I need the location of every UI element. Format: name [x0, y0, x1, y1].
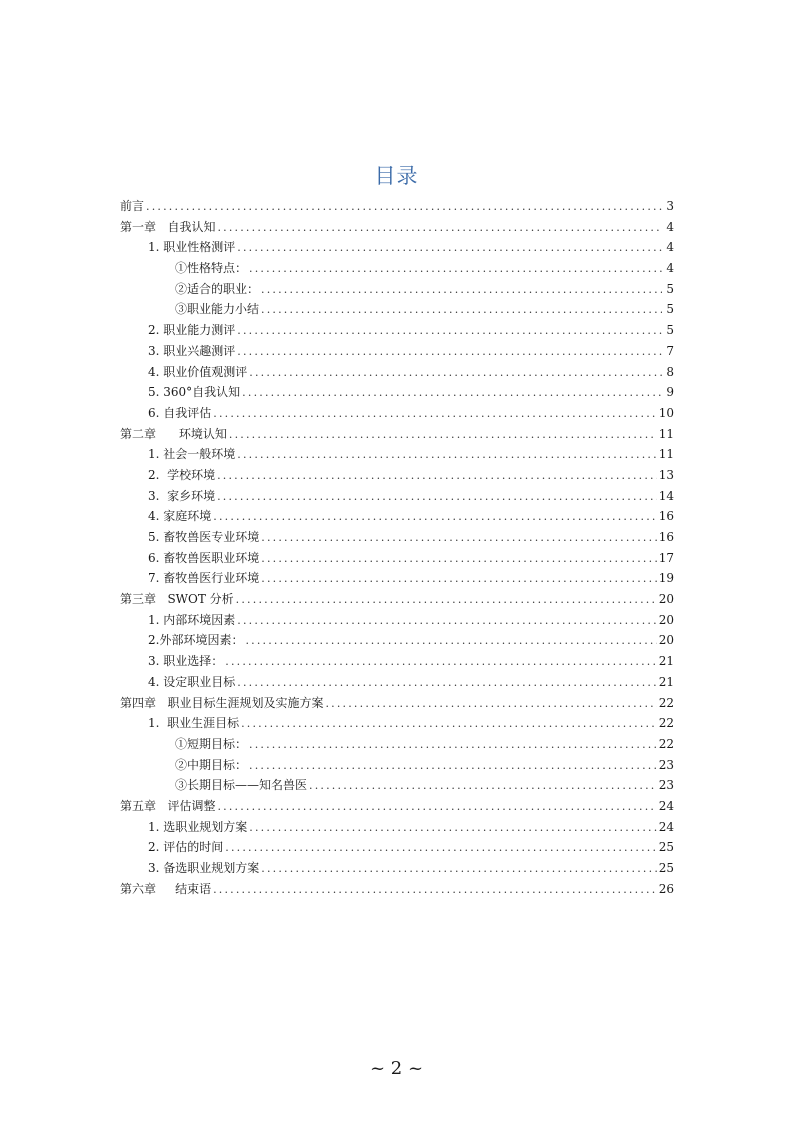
toc-entry[interactable] [120, 548, 674, 569]
toc-entry-label: 5. 畜牧兽医专业环境 [148, 530, 260, 544]
toc-entry-page-number: 24 [658, 819, 674, 834]
toc-entry-label: 第五章 评估调整 [120, 798, 216, 813]
dot-leader [213, 880, 657, 901]
toc-entry-label: 1. 职业生涯目标 [148, 716, 240, 731]
toc-entry-label: 3. 职业兴趣测评 [148, 343, 236, 358]
dot-leader [261, 280, 662, 301]
toc-entry[interactable] [120, 568, 674, 589]
dot-leader [249, 756, 657, 777]
toc-entry-page-number: 20 [658, 592, 674, 607]
dot-leader [249, 735, 657, 756]
toc-entry-page-number: 25 [658, 861, 674, 875]
dot-leader [242, 383, 662, 404]
toc-entry[interactable] [120, 693, 674, 714]
dot-leader [261, 549, 656, 570]
toc-entry-page-number: 17 [658, 550, 674, 565]
toc-entry[interactable] [120, 382, 674, 403]
toc-entry-label: 第四章 职业目标生涯规划及实施方案 [120, 695, 324, 710]
toc-entry[interactable] [120, 237, 674, 258]
toc-entry[interactable] [120, 610, 674, 631]
toc-entry-page-number: 20 [658, 612, 674, 627]
toc-entry[interactable] [120, 258, 674, 279]
toc-entry-label: ②中期目标： [175, 757, 248, 772]
dot-leader [229, 425, 657, 446]
toc-entry[interactable] [120, 403, 674, 424]
toc-entry-label: 7. 畜牧兽医行业环境 [148, 571, 260, 586]
dot-leader [241, 714, 657, 735]
toc-entry[interactable] [120, 320, 674, 341]
toc-entry-page-number: 24 [658, 798, 674, 813]
toc-entry[interactable] [120, 486, 674, 507]
toc-entry-page-number: 11 [658, 447, 674, 462]
toc-entry-label: 前言 [120, 199, 145, 213]
toc-entry-label: 第三章 SWOT 分析 [120, 592, 234, 607]
toc-entry[interactable] [120, 796, 674, 817]
toc-entry-label: 1. 职业性格测评 [148, 240, 236, 255]
toc-entry-label: 第一章 自我认知 [120, 219, 216, 234]
toc-entry-label: 1. 内部环境因素 [148, 612, 236, 627]
toc-entry-label: 3. 备选职业规划方案 [148, 861, 260, 875]
toc-entry-label: 3. 家乡环境 [148, 488, 216, 503]
toc-entry-label: 1. 选职业规划方案 [148, 819, 248, 834]
toc-entry[interactable] [120, 713, 674, 734]
toc-entry-label: 3. 职业选择： [148, 654, 224, 669]
toc-entry[interactable] [120, 589, 674, 610]
toc-entry[interactable] [120, 630, 674, 651]
toc-entry[interactable] [120, 217, 674, 238]
toc-entry-page-number: 25 [658, 840, 674, 855]
toc-entry[interactable] [120, 858, 674, 879]
toc-entry-page-number: 4 [666, 261, 674, 276]
toc-entry-label: ①性格特点： [175, 261, 248, 276]
toc-entry-page-number: 4 [666, 240, 674, 255]
toc-entry-page-number: 22 [658, 736, 674, 751]
toc-entry-label: 2.外部环境因素： [148, 633, 244, 648]
dot-leader [309, 776, 657, 797]
dot-leader [217, 797, 656, 818]
toc-entry-page-number: 22 [658, 716, 674, 731]
toc-entry-page-number: 21 [658, 674, 674, 689]
toc-entry[interactable] [120, 424, 674, 445]
toc-entry-label: 第六章 结束语 [120, 881, 212, 896]
dot-leader [213, 507, 656, 528]
toc-entry-page-number: 7 [666, 343, 674, 358]
toc-entry-page-number: 19 [658, 571, 674, 586]
toc-entry-page-number: 23 [658, 757, 674, 772]
toc-entry-page-number: 21 [658, 654, 674, 669]
toc-entry[interactable] [120, 362, 674, 383]
dot-leader [237, 321, 662, 342]
toc-entry-label: ①短期目标： [175, 736, 248, 751]
toc-entry-label: 2. 职业能力测评 [148, 323, 236, 338]
toc-title: 目录 [374, 164, 419, 188]
toc-entry-page-number: 5 [666, 281, 674, 296]
toc-entry-page-number: 20 [658, 633, 674, 648]
toc-entry-page-number: 22 [658, 695, 674, 710]
toc-entry-label: 第二章 环境认知 [120, 426, 227, 441]
dot-leader [261, 528, 656, 549]
dot-leader [217, 466, 657, 487]
toc-list [120, 196, 674, 899]
dot-leader [261, 300, 662, 321]
toc-entry[interactable] [120, 755, 674, 776]
toc-entry-page-number: 11 [658, 426, 674, 441]
toc-entry-label: 4. 设定职业目标 [148, 674, 236, 689]
dot-leader [249, 363, 662, 384]
toc-entry-page-number: 10 [658, 405, 674, 420]
toc-entry-page-number: 4 [666, 219, 674, 234]
dot-leader [146, 197, 662, 218]
toc-entry-label: 4. 职业价值观测评 [148, 364, 248, 379]
toc-entry[interactable] [120, 444, 674, 465]
toc-entry-page-number: 5 [666, 323, 674, 338]
page-number: ~ 2 ~ [369, 1058, 424, 1079]
toc-entry[interactable] [120, 775, 674, 796]
toc-entry-page-number: 8 [666, 364, 674, 379]
toc-entry[interactable] [120, 279, 674, 300]
dot-leader [217, 218, 662, 239]
toc-entry[interactable] [120, 651, 674, 672]
dot-leader [325, 694, 656, 715]
toc-entry-label: ②适合的职业： [175, 281, 260, 296]
toc-entry-label: 5. 360°自我认知 [148, 385, 241, 400]
toc-entry[interactable] [120, 341, 674, 362]
toc-entry-page-number: 26 [658, 881, 674, 896]
dot-leader [217, 487, 657, 508]
dot-leader [245, 631, 656, 652]
toc-entry-page-number: 14 [658, 488, 674, 503]
toc-entry[interactable] [120, 817, 674, 838]
toc-entry-page-number: 3 [666, 199, 674, 213]
dot-leader [249, 259, 662, 280]
dot-leader [237, 673, 656, 694]
toc-entry-page-number: 16 [658, 530, 674, 544]
toc-entry-page-number: 5 [666, 302, 674, 317]
dot-leader [237, 342, 662, 363]
dot-leader [237, 445, 656, 466]
dot-leader [225, 652, 656, 673]
toc-entry[interactable] [120, 879, 674, 900]
dot-leader [249, 818, 656, 839]
toc-entry-label: ③长期目标——知名兽医 [175, 778, 308, 793]
toc-entry-page-number: 13 [658, 467, 674, 482]
dot-leader [261, 859, 656, 880]
toc-entry-page-number: 23 [658, 778, 674, 793]
dot-leader [236, 590, 657, 611]
dot-leader [237, 238, 662, 259]
toc-entry-label: 2. 学校环境 [148, 467, 216, 482]
toc-entry[interactable] [120, 465, 674, 486]
toc-entry[interactable] [120, 527, 674, 548]
toc-entry-label: 4. 家庭环境 [148, 509, 212, 524]
dot-leader [237, 611, 656, 632]
toc-entry[interactable] [120, 734, 674, 755]
toc-entry-label: 2. 评估的时间 [148, 840, 224, 855]
toc-entry[interactable] [120, 837, 674, 858]
toc-entry-label: 1. 社会一般环境 [148, 447, 236, 462]
toc-entry-label: ③职业能力小结 [175, 302, 260, 317]
toc-entry-label: 6. 畜牧兽医职业环境 [148, 550, 260, 565]
dot-leader [261, 569, 656, 590]
toc-entry-page-number: 9 [666, 385, 674, 400]
toc-entry[interactable] [120, 196, 674, 217]
dot-leader [213, 404, 656, 425]
toc-entry-page-number: 16 [658, 509, 674, 524]
toc-entry[interactable] [120, 506, 674, 527]
toc-entry[interactable] [120, 299, 674, 320]
toc-entry[interactable] [120, 672, 674, 693]
dot-leader [225, 838, 656, 859]
toc-entry-label: 6. 自我评估 [148, 405, 212, 420]
